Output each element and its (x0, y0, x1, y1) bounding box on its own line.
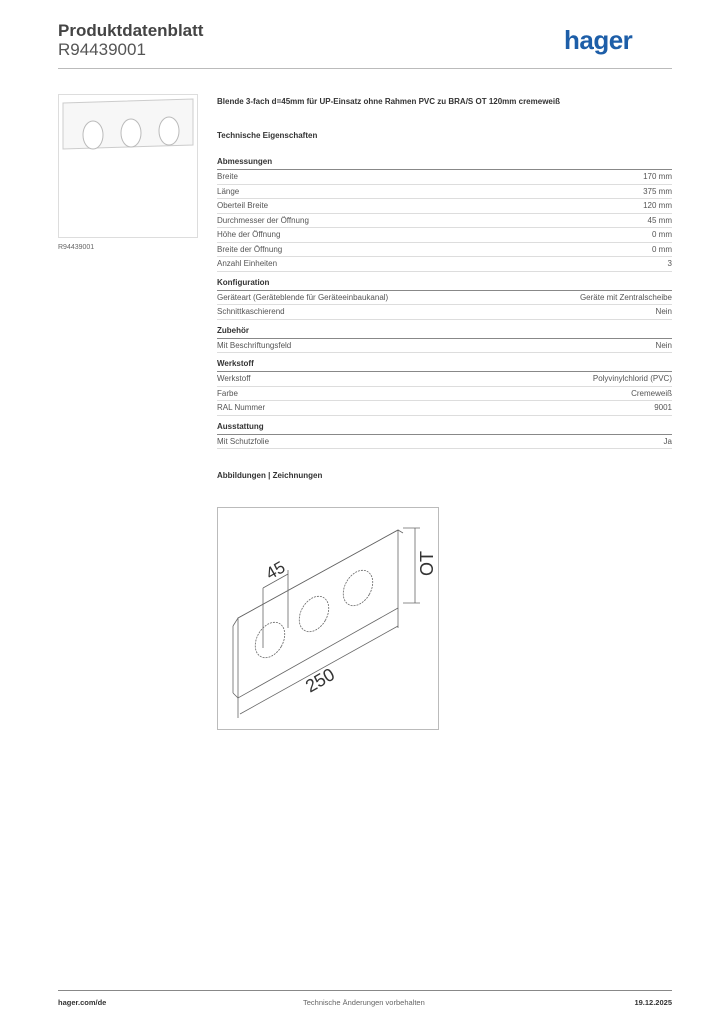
section-heading: Werkstoff (217, 359, 672, 372)
property-row (217, 339, 672, 354)
product-code: R94439001 (58, 40, 146, 59)
section-zubehör (217, 326, 672, 354)
product-image (58, 94, 198, 238)
property-row (217, 291, 672, 306)
property-label: Breite der Öffnung (217, 244, 283, 254)
property-label: Farbe (217, 388, 238, 398)
property-value: Nein (655, 307, 672, 316)
property-label: Anzahl Einheiten (217, 259, 278, 268)
property-value: 375 mm (643, 186, 672, 196)
image-label: R94439001 (58, 244, 95, 251)
property-row (217, 243, 672, 258)
section-heading: Zubehör (217, 326, 672, 339)
property-value: 0 mm (652, 230, 672, 239)
property-value: 9001 (654, 403, 672, 412)
property-value: 3 (667, 259, 672, 268)
property-label: Mit Beschriftungsfeld (217, 340, 292, 350)
property-value: Nein (655, 340, 672, 350)
footer-notice: Technische Änderungen vorbehalten (303, 998, 425, 1007)
drawings-heading: Abbildungen | Zeichnungen (217, 471, 323, 480)
property-value: 0 mm (652, 244, 672, 254)
diameter-label: 45 (262, 557, 289, 584)
property-value: Ja (663, 436, 672, 446)
property-row (217, 214, 672, 229)
property-value: Geräte mit Zentralscheibe (579, 292, 672, 302)
hager-logo: hager (564, 25, 633, 55)
product-name: Blende 3-fach d=45mm für UP-Einsatz ohne Rahmen PVC zu BRA/S OT 120mm cremeweiß (217, 97, 560, 106)
property-value: Polyvinylchlorid (PVC) (592, 374, 672, 383)
footer-website[interactable]: hager.com/de (58, 998, 107, 1007)
property-row (217, 372, 672, 387)
section-heading: Abmessungen (217, 157, 672, 170)
property-label: Durchmesser der Öffnung (217, 215, 309, 225)
footer-date: 19.12.2025 (634, 998, 672, 1007)
property-row (217, 387, 672, 402)
section-abmessungen (217, 157, 672, 272)
property-label: Geräteart (Geräteblende für Geräteeinbaukanal) (217, 292, 389, 302)
property-row (217, 257, 672, 272)
property-row (217, 435, 672, 450)
property-value: 45 mm (647, 215, 672, 225)
product-details (217, 97, 672, 480)
property-label: Breite (217, 172, 238, 181)
property-label: Länge (217, 186, 240, 196)
section-ausstattung (217, 422, 672, 450)
section-heading: Ausstattung (217, 422, 672, 435)
technical-drawing (217, 507, 439, 730)
property-value: 170 mm (643, 172, 672, 181)
property-label: Schnittkaschierend (217, 307, 285, 316)
property-label: Oberteil Breite (217, 201, 269, 210)
height-label: OT (417, 551, 437, 576)
property-row (217, 401, 672, 416)
property-row (217, 228, 672, 243)
section-heading: Konfiguration (217, 278, 672, 291)
footer-divider (58, 990, 672, 991)
section-werkstoff (217, 359, 672, 416)
property-label: Werkstoff (217, 374, 251, 383)
property-row (217, 199, 672, 214)
property-label: RAL Nummer (217, 403, 266, 412)
property-label: Höhe der Öffnung (217, 230, 281, 239)
header-divider (58, 68, 672, 69)
length-label: 250 (302, 664, 339, 697)
property-row (217, 185, 672, 200)
property-value: 120 mm (643, 201, 672, 210)
page-title: Produktdatenblatt (58, 21, 204, 40)
property-value: Cremeweiß (631, 388, 672, 398)
tech-heading: Technische Eigenschaften (217, 131, 318, 140)
property-label: Mit Schutzfolie (217, 436, 270, 446)
property-row (217, 305, 672, 320)
section-konfiguration (217, 278, 672, 320)
property-row (217, 170, 672, 185)
